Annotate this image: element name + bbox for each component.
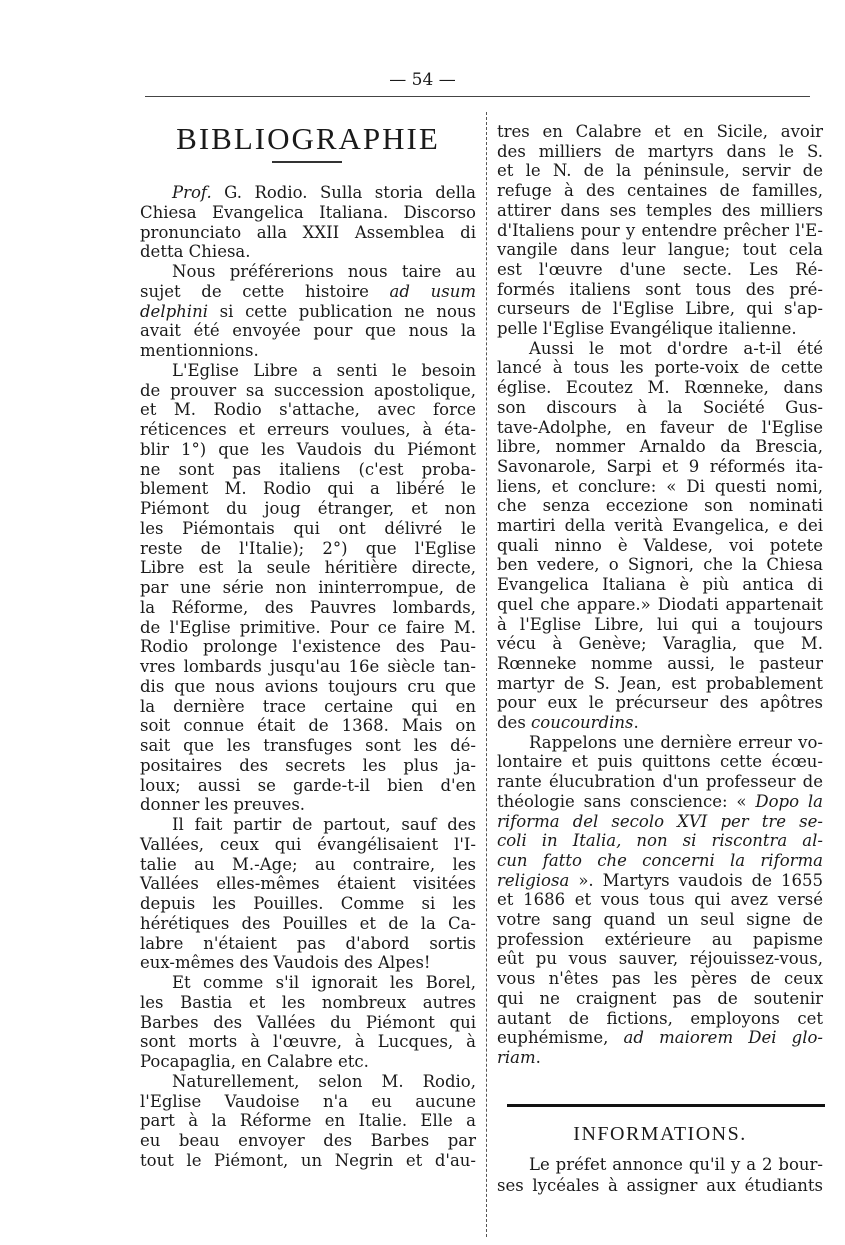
text-line: riforma del secolo XVI per tre se- bbox=[497, 811, 823, 831]
header-rule bbox=[145, 96, 810, 97]
text-line: à l'Eglise Libre, lui qui a toujours bbox=[497, 614, 823, 634]
text-line: Vallées, ceux qui évangélisaient l'I- bbox=[140, 834, 476, 854]
text-line: est l'œuvre d'une secte. Les Ré- bbox=[497, 259, 823, 279]
section-title-bibliographie: BIBLIOGRAPHIE bbox=[176, 121, 440, 156]
text-line: et M. Rodio s'attache, avec force bbox=[140, 400, 476, 420]
text-line: rante élucubration d'un professeur de bbox=[497, 772, 823, 792]
page-number: — 54 — bbox=[389, 70, 456, 90]
text-line: riam. bbox=[497, 1047, 541, 1067]
text-line: d'Italiens pour y entendre prêcher l'E- bbox=[497, 220, 823, 240]
text-line: quali ninno è Valdese, voi potete bbox=[497, 535, 823, 555]
text-line: refuge à des centaines de familles, bbox=[497, 181, 823, 201]
text-line: son discours à la Société Gus- bbox=[497, 397, 823, 417]
text-line: vécu à Genève; Varaglia, que M. bbox=[497, 634, 823, 654]
text-line: qui ne craignent pas de soutenir bbox=[497, 988, 823, 1008]
text-line: tres en Calabre et en Sicile, avoir bbox=[497, 122, 823, 141]
text-line: pronunciato alla XXII Assemblea di bbox=[140, 222, 476, 242]
text-line: théologie sans conscience: « Dopo la bbox=[497, 791, 823, 811]
text-line: curseurs de l'Eglise Libre, qui s'ap- bbox=[497, 299, 823, 319]
text-line: l'Eglise Vaudoise n'a eu aucune bbox=[140, 1091, 476, 1111]
text-line: eu beau envoyer des Barbes par bbox=[140, 1131, 476, 1150]
text-line: de l'Eglise primitive. Pour ce faire M. bbox=[140, 617, 476, 637]
text-line: Libre est la seule héritière directe, bbox=[140, 558, 476, 578]
text-line: labre n'étaient pas d'abord sortis bbox=[140, 933, 476, 953]
text-line: positaires des secrets les plus ja- bbox=[140, 755, 476, 775]
text-line: Nous préférerions nous taire au bbox=[172, 262, 476, 281]
text-line: Rappelons une dernière erreur vo- bbox=[529, 732, 823, 752]
text-line: liens, et conclure: « Di questi nomi, bbox=[497, 476, 823, 496]
text-line: reste de l'Italie); 2°) que l'Eglise bbox=[140, 538, 476, 558]
text-line: de prouver sa succession apostolique, bbox=[140, 380, 476, 400]
text-line: hérétiques des Pouilles et de la Ca- bbox=[140, 913, 476, 933]
text-line: ne sont pas italiens (c'est proba- bbox=[140, 459, 476, 479]
text-line: Et comme s'il ignorait les Borel, bbox=[172, 973, 476, 992]
text-line: sait que les transfuges sont les dé- bbox=[140, 736, 476, 755]
text-line: lontaire et puis quittons cette écœu- bbox=[497, 752, 823, 772]
text-line: Il fait partir de partout, sauf des bbox=[172, 815, 476, 834]
text-line: avait été envoyée pour que nous la bbox=[140, 321, 476, 341]
title-flourish bbox=[272, 161, 342, 163]
text-line: talie au M.-Age; au contraire, les bbox=[140, 854, 476, 874]
text-line: quel che appare.» Diodati appartenait bbox=[497, 594, 823, 614]
text-line: les Piémontais qui ont délivré le bbox=[140, 518, 476, 538]
text-line: vous n'êtes pas les pères de ceux bbox=[497, 969, 823, 989]
text-line: la dernière trace certaine qui en bbox=[140, 696, 476, 716]
section-rule bbox=[507, 1104, 825, 1107]
text-line: vangile dans leur langue; tout cela bbox=[497, 240, 823, 260]
text-line: euphémisme, ad maiorem Dei glo- bbox=[497, 1028, 823, 1048]
text-line: votre sang quand un seul signe de bbox=[497, 910, 823, 929]
section-title-informations: INFORMATIONS. bbox=[573, 1123, 747, 1145]
text-line: autant de fictions, employons cet bbox=[497, 1008, 823, 1028]
text-line: soit connue était de 1368. Mais on bbox=[140, 716, 476, 736]
text-line: detta Chiesa. bbox=[140, 242, 251, 262]
text-line: che senza eccezione son nominati bbox=[497, 496, 823, 516]
text-line: dis que nous avions toujours cru que bbox=[140, 676, 476, 696]
text-line: des coucourdins. bbox=[497, 713, 639, 732]
text-line: martiri della verità Evangelica, e dei bbox=[497, 516, 823, 535]
text-line: vres lombards jusqu'au 16e siècle tan- bbox=[140, 657, 476, 676]
text-line: blir 1°) que les Vaudois du Piémont bbox=[140, 439, 476, 459]
text-line: formés italiens sont tous des pré- bbox=[497, 279, 823, 299]
text-line: tave-Adolphe, en faveur de l'Eglise bbox=[497, 417, 823, 437]
text-line: les Bastia et les nombreux autres bbox=[140, 992, 476, 1012]
text-line: attirer dans ses temples des milliers bbox=[497, 200, 823, 220]
text-line: depuis les Pouilles. Comme si les bbox=[140, 894, 476, 913]
text-line: libre, nommer Arnaldo da Brescia, bbox=[497, 437, 823, 457]
text-line: Prof. G. Rodio. Sulla storia della bbox=[172, 183, 476, 202]
text-line: eux-mêmes des Vaudois des Alpes! bbox=[140, 953, 431, 973]
text-line: martyr de S. Jean, est probablement bbox=[497, 673, 823, 693]
text-line: blement M. Rodio qui a libéré le bbox=[140, 479, 476, 499]
text-line: cun fatto che concerni la riforma bbox=[497, 850, 823, 870]
text-line: la Réforme, des Pauvres lombards, bbox=[140, 597, 476, 617]
text-line: donner les preuves. bbox=[140, 795, 306, 815]
text-line: Aussi le mot d'ordre a-t-il été bbox=[529, 338, 823, 358]
text-line: Naturellement, selon M. Rodio, bbox=[172, 1071, 476, 1091]
text-line: pelle l'Eglise Evangélique italienne. bbox=[497, 319, 797, 338]
text-line: coli in Italia, non si riscontra al- bbox=[497, 831, 823, 851]
text-line: réticences et erreurs voulues, à éta- bbox=[140, 420, 476, 439]
text-line: loux; aussi se garde-t-il bien d'en bbox=[140, 775, 476, 795]
text-line: part à la Réforme en Italie. Elle a bbox=[140, 1111, 476, 1131]
text-line: Le préfet annonce qu'il y a 2 bour- bbox=[529, 1155, 823, 1174]
text-line: religiosa ». Martyrs vaudois de 1655 bbox=[497, 870, 823, 890]
text-line: Vallées elles-mêmes étaient visitées bbox=[140, 874, 476, 894]
text-line: sont morts à l'œuvre, à Lucques, à bbox=[140, 1032, 476, 1052]
text-line: et 1686 et vous tous qui avez versé bbox=[497, 890, 823, 910]
text-line: L'Eglise Libre a senti le besoin bbox=[172, 360, 476, 380]
text-line: église. Ecoutez M. Rœnneke, dans bbox=[497, 378, 823, 398]
text-line: Piémont du joug étranger, et non bbox=[140, 499, 476, 518]
text-line: pour eux le précurseur des apôtres bbox=[497, 693, 823, 713]
text-line: mentionnions. bbox=[140, 341, 259, 360]
text-line: ses lycéales à assigner aux étudiants bbox=[497, 1175, 823, 1195]
text-line: eût pu vous sauver, réjouissez-vous, bbox=[497, 949, 823, 969]
text-line: Barbes des Vallées du Piémont qui bbox=[140, 1012, 476, 1032]
text-line: et le N. de la péninsule, servir de bbox=[497, 161, 823, 181]
text-line: lancé à tous les porte-voix de cette bbox=[497, 358, 823, 378]
text-line: Chiesa Evangelica Italiana. Discorso bbox=[140, 202, 476, 222]
text-line: Rodio prolonge l'existence des Pau- bbox=[140, 637, 476, 657]
text-line: profession extérieure au papisme bbox=[497, 929, 823, 949]
text-line: Savonarole, Sarpi et 9 réformés ita- bbox=[497, 456, 823, 476]
text-line: des milliers de martyrs dans le S. bbox=[497, 141, 823, 161]
text-line: Rœnneke nomme aussi, le pasteur bbox=[497, 653, 823, 673]
text-line: delphini si cette publication ne nous bbox=[140, 301, 476, 321]
text-line: par une série non ininterrompue, de bbox=[140, 578, 476, 597]
column-divider bbox=[486, 112, 487, 1237]
text-line: Pocapaglia, en Calabre etc. bbox=[140, 1052, 369, 1071]
text-line: Evangelica Italiana è più antica di bbox=[497, 575, 823, 595]
text-line: ben vedere, o Signori, che la Chiesa bbox=[497, 555, 823, 575]
text-line: tout le Piémont, un Negrin et d'au- bbox=[140, 1150, 476, 1170]
text-line: sujet de cette histoire ad usum bbox=[140, 281, 476, 301]
